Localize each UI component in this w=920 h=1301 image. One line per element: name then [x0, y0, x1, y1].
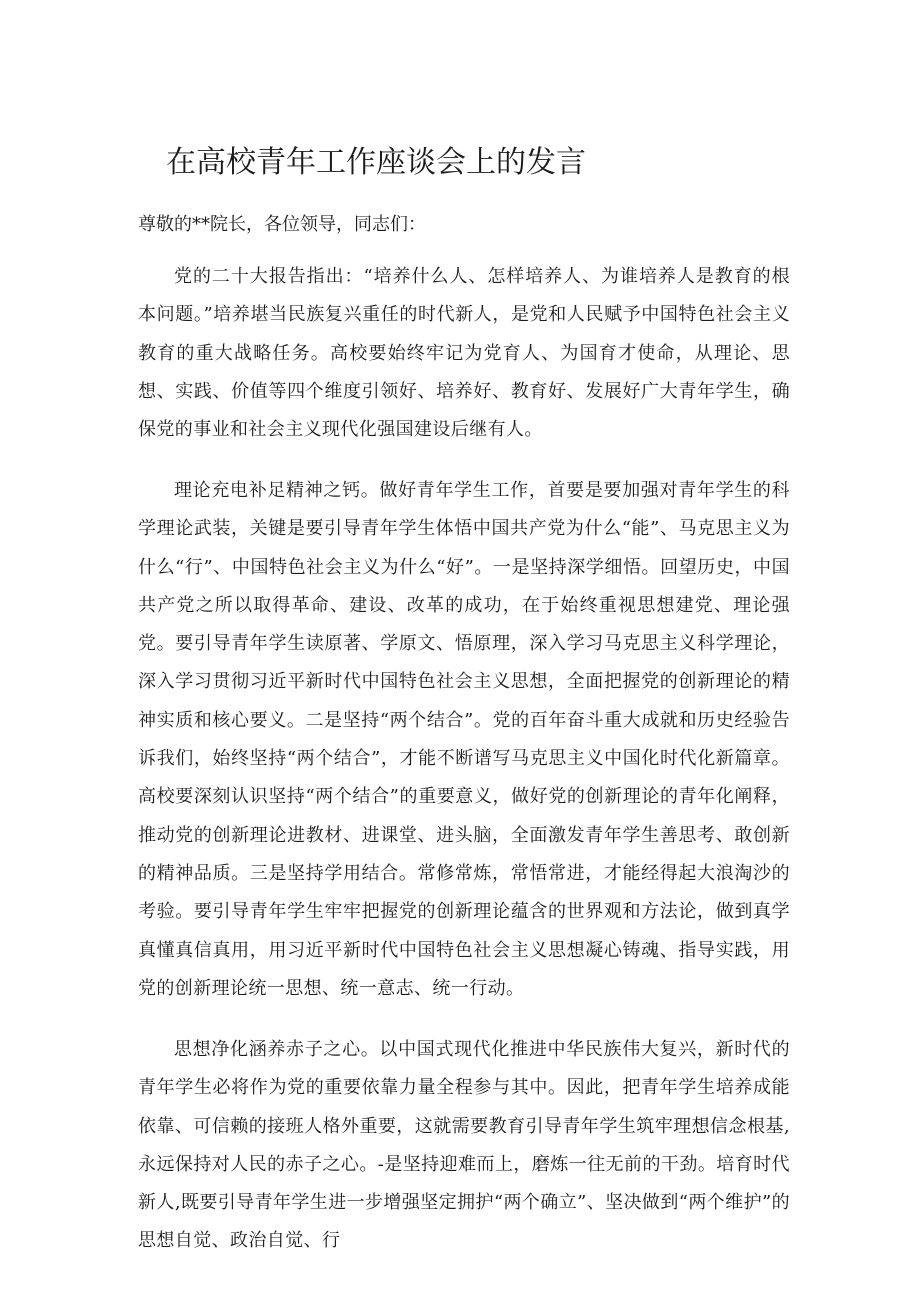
paragraph-thought: 思想净化涵养赤子之心。以中国式现代化推进中华民族伟大复兴，新时代的青年学生必将作为党的重要依靠力量全程参与其中。因此，把青年学生培养成能依靠、可信赖的接班人格外重要，这就需要教育引导青年学生筑牢理想信念根基,永远保持对人民的赤子之心。-是坚持迎难而上，磨炼一往无前的干劲。培育时代新人,既要引导青年学生进一步增强坚定拥护“两个确立”、坚决做到“两个维护”的思想自觉、政治自觉、行 [138, 1039, 790, 1252]
paragraph-theory: 理论充电补足精神之钙。做好青年学生工作，首要是要加强对青年学生的科学理论武装，关键是要引导青年学生体悟中国共产党为什么“能”、马克思主义为什么“行”、中国特色社会主义为什么“好”。一是坚持深学细悟。回望历史，中国共产党之所以取得革命、建设、改革的成功，在于始终重视思想建党、理论强党。要引导青年学生读原著、学原文、悟原理，深入学习马克思主义科学理论，深入学习贯彻习近平新时代中国特色社会主义思想，全面把握党的创新理论的精神实质和核心要义。二是坚持“两个结合”。党的百年奋斗重大成就和历史经验告诉我们，始终坚持“两个结合”，才能不断谱写马克思主义中国化时代化新篇章。高校要深刻认识坚持“两个结合”的重要意义，做好党的创新理论的青年化阐释，推动党的创新理论进教材、进课堂、进头脑，全面激发青年学生善思考、敢创新的精神品质。三是坚持学用结合。常修常炼，常悟常进，才能经得起大浪淘沙的考验。要引导青年学生牢牢把握党的创新理论蕴含的世界观和方法论，做到真学真懂真信真用，用习近平新时代中国特色社会主义思想凝心铸魂、指导实践，用党的创新理论统一思想、统一意志、统一行动。 [138, 480, 790, 999]
paragraph-intro: 党的二十大报告指出：“培养什么人、怎样培养人、为谁培养人是教育的根本问题。”培养堪当民族复兴重任的时代新人，是党和人民赋予中国特色社会主义教育的重大战略任务。高校要始终牢记为党育人、为国育才使命，从理论、思想、实践、价值等四个维度引领好、培养好、教育好、发展好广大青年学生，确保党的事业和社会主义现代化强国建设后继有人。 [138, 266, 790, 441]
salutation: 尊敬的**院长，各位领导，同志们： [138, 214, 426, 235]
document-title: 在高校青年工作座谈会上的发言 [166, 145, 586, 180]
